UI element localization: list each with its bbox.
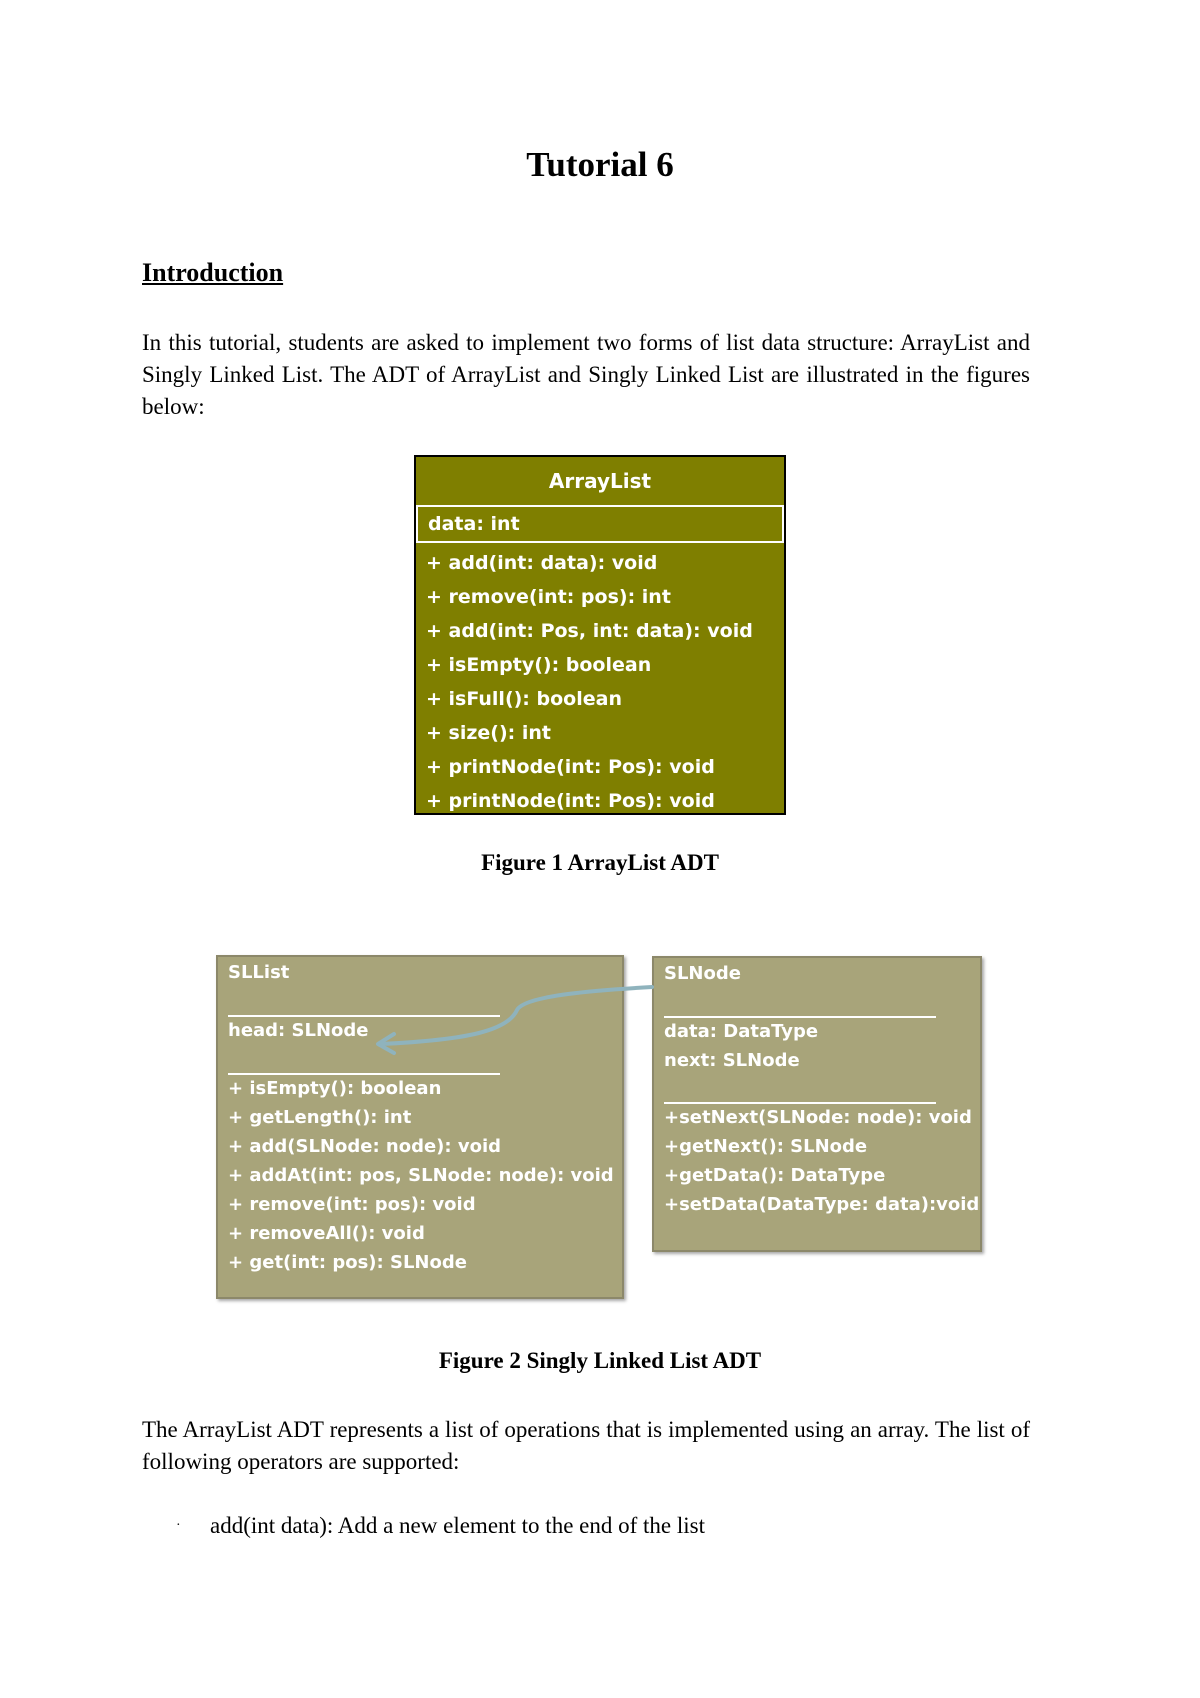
- arraylist-attribute: data: int: [416, 507, 784, 543]
- slnode-method: +setNext(SLNode: node): void: [664, 1107, 972, 1128]
- sllist-method: + get(int: pos): SLNode: [228, 1252, 467, 1273]
- arraylist-method: + printNode(int: Pos): void: [426, 790, 715, 812]
- sllist-method: + removeAll(): void: [228, 1223, 425, 1244]
- sllist-title: SLList: [228, 962, 290, 983]
- list-item-text: add(int data): Add a new element to the end of the list: [210, 1513, 705, 1538]
- arraylist-method: + add(int: data): void: [426, 552, 658, 574]
- figure-2-caption: Figure 2 Singly Linked List ADT: [438, 1348, 762, 1373]
- body-paragraph: The ArrayList ADT represents a list of operations that is implemented using an array. The list of following operators are supported:: [142, 1417, 1030, 1474]
- slnode-method: +getNext(): SLNode: [664, 1136, 868, 1157]
- slnode-attribute: data: DataType: [664, 1021, 819, 1042]
- bullet-icon: ·: [176, 1518, 181, 1533]
- sllist-method: + addAt(int: pos, SLNode: node): void: [228, 1165, 614, 1186]
- arraylist-title: ArrayList: [416, 457, 784, 507]
- sllist-method: + isEmpty(): boolean: [228, 1078, 442, 1099]
- intro-paragraph: In this tutorial, students are asked to implement two forms of list data structure: ArrayList and Singly Linked List. The ADT of ArrayList and Singly Linked List are illustrated in the figures below:: [142, 330, 1030, 419]
- arraylist-method: + add(int: Pos, int: data): void: [426, 620, 753, 642]
- arraylist-method: + printNode(int: Pos): void: [426, 756, 715, 778]
- arraylist-method: + size(): int: [426, 722, 552, 744]
- slnode-title: SLNode: [664, 963, 741, 984]
- sllist-method: + add(SLNode: node): void: [228, 1136, 502, 1157]
- sllist-method: + getLength(): int: [228, 1107, 412, 1128]
- slnode-attribute: next: SLNode: [664, 1050, 800, 1071]
- arraylist-method: + isEmpty(): boolean: [426, 654, 652, 676]
- sllist-attribute: head: SLNode: [228, 1020, 369, 1041]
- slnode-method: +setData(DataType: data):void: [664, 1194, 980, 1215]
- slnode-method: +getData(): DataType: [664, 1165, 886, 1186]
- sllist-method: + remove(int: pos): void: [228, 1194, 476, 1215]
- arraylist-method: + isFull(): boolean: [426, 688, 622, 710]
- arraylist-method: + remove(int: pos): int: [426, 586, 671, 608]
- page-title: Tutorial 6: [526, 145, 674, 184]
- figure-1-caption: Figure 1 ArrayList ADT: [481, 850, 719, 875]
- section-heading-introduction: Introduction: [142, 258, 284, 287]
